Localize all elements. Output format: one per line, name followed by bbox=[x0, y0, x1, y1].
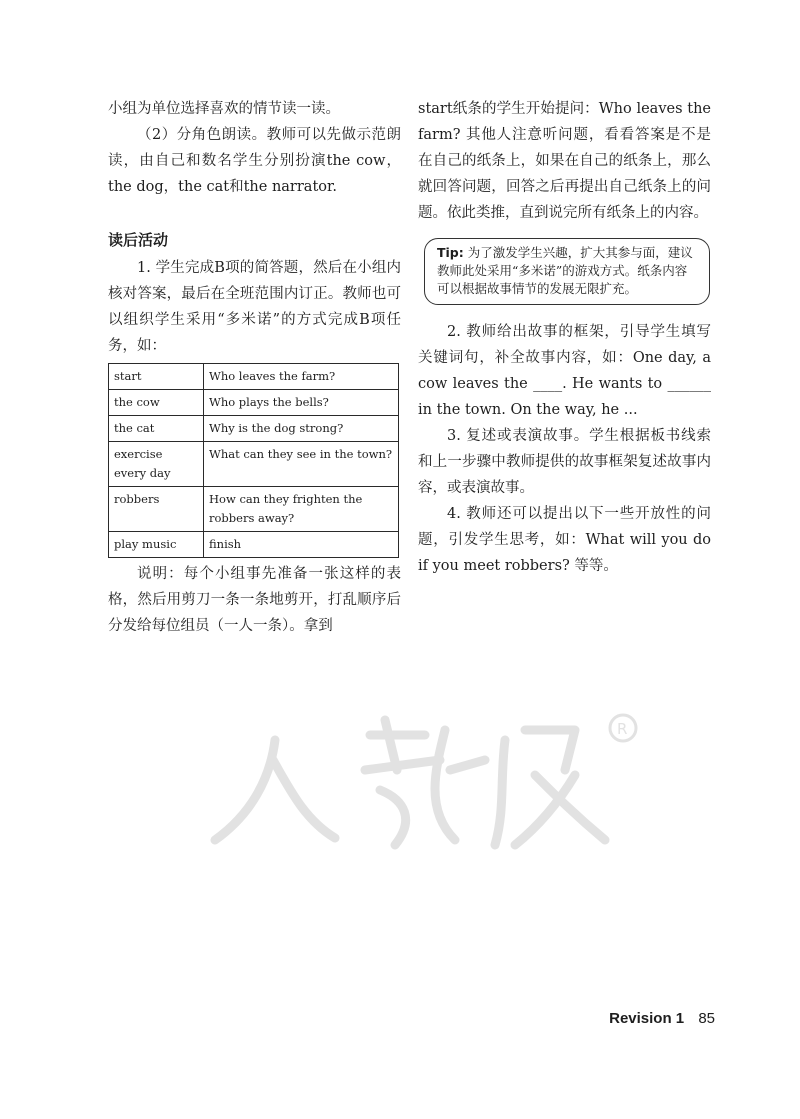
tip-label: Tip: bbox=[437, 245, 464, 260]
left-paragraph-1: 小组为单位选择喜欢的情节读一读。 bbox=[108, 101, 340, 117]
table-cell: Who plays the bells? bbox=[204, 390, 399, 416]
table-cell: What can they see in the town? bbox=[204, 442, 399, 487]
table-row bbox=[109, 532, 399, 558]
table-cell: start bbox=[109, 364, 204, 390]
table-cell: Who leaves the farm? bbox=[204, 364, 399, 390]
table-cell: exercise every day bbox=[109, 442, 204, 487]
right-paragraph-3: 3. 复述或表演故事。学生根据板书线索和上一步骤中教师提供的故事框架复述故事内容，或表演故事。 bbox=[418, 428, 711, 496]
page-footer bbox=[609, 1010, 715, 1027]
table-cell: the cow bbox=[109, 390, 204, 416]
watermark-logo-icon bbox=[205, 700, 645, 860]
table-row bbox=[109, 442, 399, 487]
right-paragraph-1: start纸条的学生开始提问：Who leaves the farm? 其他人注意听问题，看看答案是不是在自己的纸条上，如果在自己的纸条上，那么就回答问题，回答之后再提出自己纸条上的问题。依此类推，直到说完所有纸条上的内容。 bbox=[418, 101, 711, 221]
tip-text: 为了激发学生兴趣，扩大其参与面，建议教师此处采用“多米诺”的游戏方式。纸条内容可以根据故事情节的发展无限扩充。 bbox=[437, 245, 693, 296]
publisher-watermark bbox=[205, 700, 645, 860]
svg-text:R: R bbox=[617, 720, 628, 738]
section-heading: 读后活动 bbox=[108, 231, 169, 249]
table-row bbox=[109, 416, 399, 442]
right-column bbox=[418, 96, 711, 579]
left-paragraph-4: 说明：每个小组事先准备一张这样的表格，然后用剪刀一条一条地剪开，打乱顺序后分发给每位组员（一人一条）。拿到 bbox=[108, 566, 401, 634]
left-column bbox=[108, 96, 401, 639]
table-row bbox=[109, 390, 399, 416]
table-cell: How can they frighten the robbers away? bbox=[204, 487, 399, 532]
table-cell: Why is the dog strong? bbox=[204, 416, 399, 442]
right-paragraph-2: 2. 教师给出故事的框架，引导学生填写关键词句，补全故事内容，如：One day, a cow leaves the ____. He wants to ______ in the town. On the way, he ... bbox=[418, 324, 711, 418]
table-cell: robbers bbox=[109, 487, 204, 532]
right-paragraph-4: 4. 教师还可以提出以下一些开放性的问题，引发学生思考，如：What will you do if you meet robbers? 等等。 bbox=[418, 506, 711, 574]
table-row bbox=[109, 487, 399, 532]
page-number: 85 bbox=[698, 1010, 715, 1027]
tip-box bbox=[424, 238, 710, 305]
domino-table bbox=[108, 363, 399, 558]
left-paragraph-2: （2）分角色朗读。教师可以先做示范朗读，由自己和数名学生分别扮演the cow，the dog，the cat和the narrator. bbox=[108, 127, 401, 195]
table-cell: finish bbox=[204, 532, 399, 558]
section-label: Revision 1 bbox=[609, 1010, 685, 1027]
table-cell: the cat bbox=[109, 416, 204, 442]
left-paragraph-3: 1. 学生完成B项的简答题，然后在小组内核对答案，最后在全班范围内订正。教师也可以组织学生采用“多米诺”的方式完成B项任务，如： bbox=[108, 260, 401, 354]
table-cell: play music bbox=[109, 532, 204, 558]
table-row bbox=[109, 364, 399, 390]
